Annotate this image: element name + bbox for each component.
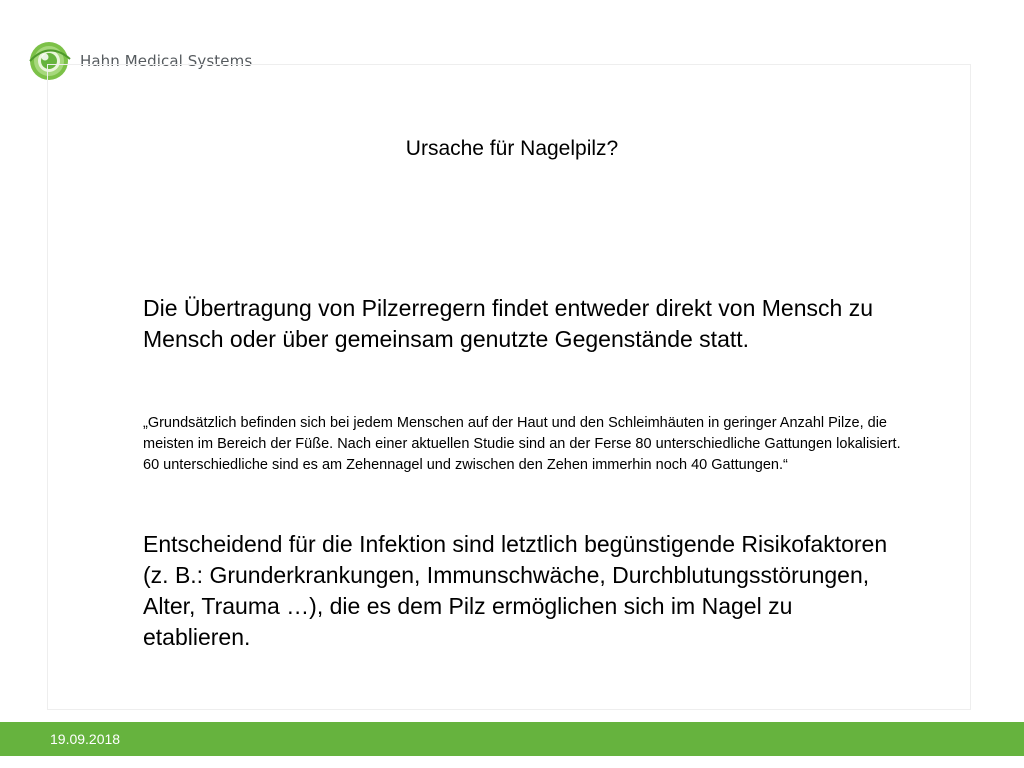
footer-bar (0, 722, 1024, 756)
risk-factors-paragraph: Entscheidend für die Infektion sind letztlich begünstigende Risikofaktoren (z. B.: Grunderkrankungen, Immunschwäche, Durchblutungsstörungen, Alter, Trauma …), die es dem Pilz ermöglichen sich im Nagel zu etablieren. (143, 531, 888, 650)
footer-date: 19.09.2018 (50, 731, 121, 747)
study-quote: „Grundsätzlich befinden sich bei jedem Menschen auf der Haut und den Schleimhäuten in geringer Anzahl Pilze, die meisten im Bereich der Füße. Nach einer aktuellen Studie sind an der Ferse 80 unterschiedliche Gattungen lokalisiert. 60 unterschiedliche sind es am Zehennagel und zwischen den Zehen immerhin noch 40 Gattungen.“ (143, 415, 901, 473)
slide-title: Ursache für Nagelpilz? (405, 137, 619, 160)
transmission-paragraph: Die Übertragung von Pilzerregern findet entweder direkt von Mensch zu Mensch oder über gemeinsam genutzte Gegenstände statt. (143, 295, 873, 352)
company-name: Hahn Medical Systems (80, 52, 253, 70)
